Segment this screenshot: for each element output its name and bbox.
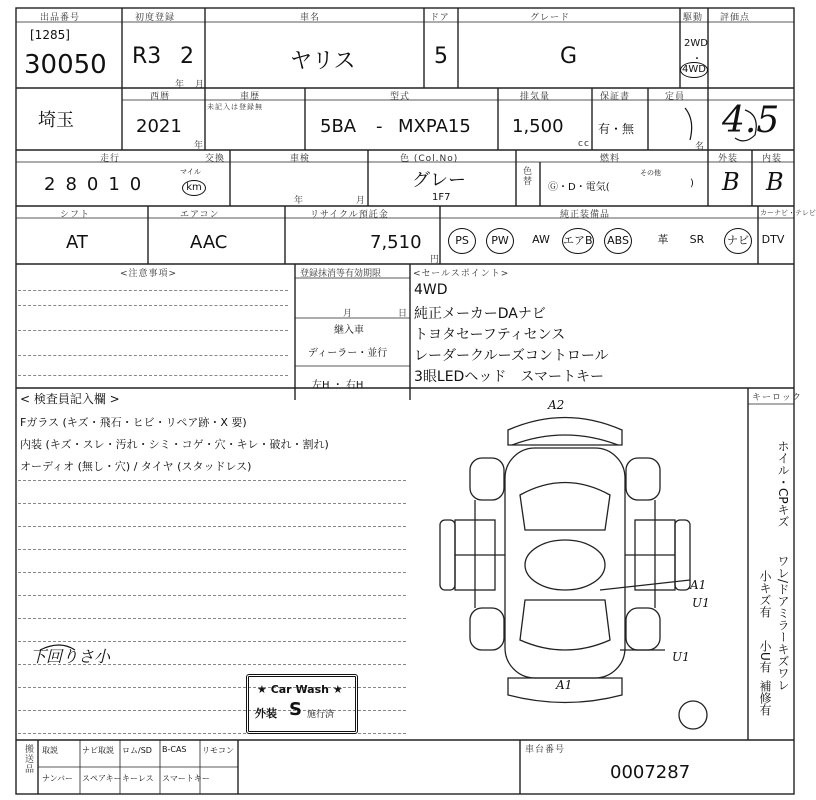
- shipping-item: スペアキー: [82, 774, 122, 783]
- grade: G: [560, 44, 578, 69]
- chassis-number: 0007287: [610, 762, 691, 783]
- fuel-close: ): [690, 178, 694, 189]
- label-model: 型式: [390, 92, 411, 102]
- side-note: 補修有: [758, 680, 772, 716]
- shipping-item: キーレス: [122, 774, 154, 783]
- color-code: 1F7: [432, 192, 451, 203]
- diagram-mark: A1: [556, 678, 573, 692]
- diagram-mark: U1: [672, 650, 690, 664]
- displacement: 1,500: [512, 116, 564, 137]
- notes-line: [18, 305, 288, 306]
- label-capacity: 定員: [665, 92, 686, 102]
- label-car-name: 車名: [300, 13, 321, 23]
- reg-expiry-month: 月: [343, 309, 354, 319]
- car-wash-stamp: [246, 674, 358, 734]
- sales-point: 3眼LEDヘッド スマートキー: [414, 369, 605, 385]
- notes-line: [18, 355, 288, 356]
- label-color: 色 (Col.No): [400, 154, 459, 164]
- capacity-unit: 名: [695, 142, 706, 152]
- shipping-item: スマートキー: [162, 774, 210, 783]
- side-note: 小U有: [758, 640, 772, 673]
- model-prefix: 5BA: [320, 116, 357, 137]
- label-fuel: 燃料: [600, 154, 621, 164]
- label-rating: 評価点: [720, 13, 751, 23]
- region: 埼玉: [38, 110, 74, 131]
- side-note: 小キズ有: [758, 570, 772, 618]
- model-year: 2021: [136, 116, 182, 137]
- label-navi-tv: カーナビ・テレビ: [760, 209, 816, 217]
- lot-bracket: [1285]: [30, 28, 70, 42]
- label-sales-points: <セールスポイント>: [413, 269, 510, 279]
- inspector-dotted-line: [18, 480, 406, 481]
- rating-score: 4.5: [722, 100, 780, 141]
- doors: 5: [434, 44, 448, 69]
- drive-2wd: 2WD: [684, 38, 708, 49]
- equipment-item: PW: [486, 228, 514, 254]
- reg-expiry-day: 日: [398, 309, 409, 319]
- inspector-dotted-line: [18, 503, 406, 504]
- inspector-title: < 検査員記入欄 >: [20, 392, 120, 406]
- label-displacement: 排気量: [520, 92, 551, 102]
- sales-point: 純正メーカーDAナビ: [414, 306, 546, 322]
- label-drive: 駆動: [683, 13, 704, 23]
- interior-grade: B: [766, 168, 784, 196]
- label-chassis: 車台番号: [525, 745, 566, 755]
- mileage-mile-unit: マイル: [180, 168, 201, 176]
- shipping-item: 取説: [42, 746, 58, 755]
- sales-point: レーダークルーズコントロール: [414, 348, 609, 364]
- label-genuine-eq: 純正装備品: [560, 210, 611, 220]
- car-wash-title: ★ Car Wash ★: [257, 683, 343, 696]
- label-key-lock: キーロック: [752, 393, 802, 403]
- warranty: 有・無: [598, 122, 635, 136]
- lot-number: 30050: [24, 50, 107, 80]
- diagram-mark: U1: [692, 596, 710, 610]
- label-first-reg: 初度登録: [135, 13, 176, 23]
- label-shipping: 搬送品: [23, 744, 33, 774]
- label-reg-expiry: 登録抹消等有効期限: [300, 269, 382, 279]
- model-code: MXPA15: [398, 116, 471, 137]
- equipment-item: DTV: [761, 233, 785, 246]
- label-exterior: 外装: [718, 154, 739, 164]
- inspector-line: オーディオ (無し・穴) / タイヤ (スタッドレス): [20, 460, 252, 473]
- car-wash-prefix: 外装: [255, 707, 277, 720]
- equipment-item: AW: [532, 233, 550, 246]
- aircon: AAC: [190, 232, 228, 253]
- drive-dot: ・: [692, 54, 702, 65]
- label-import-note: 未記入は登録無: [207, 103, 263, 111]
- inspector-line: 内装 (キズ・スレ・汚れ・シミ・コゲ・穴・キレ・破れ・割れ): [20, 438, 329, 451]
- shipping-item: B-CAS: [162, 745, 187, 754]
- recycle-fee: 7,510: [370, 232, 422, 253]
- equipment-item: エアB: [562, 228, 594, 254]
- inspector-dotted-line: [18, 641, 406, 642]
- fuel-options: Ⓖ・D・電気(: [548, 182, 610, 193]
- equipment-item: ナビ: [724, 228, 752, 254]
- car-diagram: [440, 418, 707, 730]
- fuel-other: その他: [640, 169, 661, 177]
- first-reg-month: 2: [180, 44, 194, 69]
- notes-line: [18, 330, 288, 331]
- shipping-item: ナビ取説: [82, 746, 114, 755]
- side-note: ホイル・CPキズ: [776, 440, 790, 528]
- inspection-month: 月: [356, 196, 367, 206]
- inspector-dotted-line: [18, 595, 406, 596]
- first-reg-era: R3: [132, 44, 162, 69]
- first-reg-month-suffix: 月: [195, 80, 206, 90]
- label-notes: <注意事項>: [120, 269, 178, 279]
- label-color-swap: 色替: [521, 166, 531, 186]
- label-lot: 出品番号: [40, 13, 81, 23]
- shipping-item: リモコン: [202, 746, 234, 755]
- diagram-mark: A2: [548, 398, 565, 412]
- shipping-item: ナンバー: [42, 774, 74, 783]
- notes-line: [18, 290, 288, 291]
- cc-unit: cc: [578, 139, 590, 149]
- equipment-item: PS: [448, 228, 476, 254]
- car-name: ヤリス: [290, 49, 356, 74]
- label-model-year: 西暦: [150, 92, 171, 102]
- mileage-km-unit: km: [182, 180, 206, 196]
- shift: AT: [66, 232, 88, 253]
- notes-line: [18, 375, 288, 376]
- diagram-mark: A1: [690, 578, 707, 592]
- inspection-year: 年: [294, 196, 305, 206]
- reg-dealer: ディーラー・並行: [308, 348, 388, 359]
- side-note: ワレ/ドアミラーキズワレ: [776, 555, 790, 692]
- sales-point: 4WD: [414, 282, 448, 298]
- exterior-grade: B: [722, 168, 740, 196]
- label-meter-swap: 交換: [205, 154, 226, 164]
- label-aircon: エアコン: [180, 210, 220, 220]
- model-year-suffix: 年: [194, 141, 205, 151]
- inspector-dotted-line: [18, 526, 406, 527]
- equipment-item: SR: [689, 233, 705, 246]
- label-warranty: 保証書: [600, 92, 631, 102]
- equipment-item: ABS: [604, 228, 632, 254]
- drive-4wd: 4WD: [680, 62, 708, 78]
- model-dash: -: [376, 116, 383, 137]
- shipping-item: ロム/SD: [122, 746, 152, 755]
- reg-transfer: 継入車: [334, 325, 364, 336]
- label-grade: グレード: [530, 13, 571, 23]
- reg-steering: 左H ・ 右H: [312, 380, 364, 391]
- car-wash-grade: S: [289, 699, 302, 720]
- label-history: 車歴: [240, 92, 261, 102]
- label-recycle: リサイクル預託金: [310, 210, 389, 220]
- label-inspection: 車検: [290, 154, 311, 164]
- first-reg-year-suffix: 年: [175, 80, 186, 90]
- label-mileage: 走行: [100, 154, 121, 164]
- sales-point: トヨタセーフティセンス: [414, 327, 566, 343]
- inspector-dotted-line: [18, 549, 406, 550]
- car-wash-suffix: 施行済: [307, 710, 335, 720]
- equipment-item: 革: [657, 233, 669, 246]
- label-doors: ドア: [430, 13, 450, 23]
- label-interior: 内装: [762, 154, 783, 164]
- inspector-line: Fガラス (キズ・飛石・ヒビ・リペア跡・X 要): [20, 416, 247, 429]
- color-name: グレー: [412, 170, 466, 191]
- mileage-digits: 28010: [44, 174, 152, 195]
- yen-unit: 円: [430, 255, 441, 265]
- inspector-dotted-line: [18, 572, 406, 573]
- inspector-dotted-line: [18, 618, 406, 619]
- label-shift: シフト: [60, 210, 91, 220]
- handwritten-note: 下回りさ小: [30, 647, 111, 666]
